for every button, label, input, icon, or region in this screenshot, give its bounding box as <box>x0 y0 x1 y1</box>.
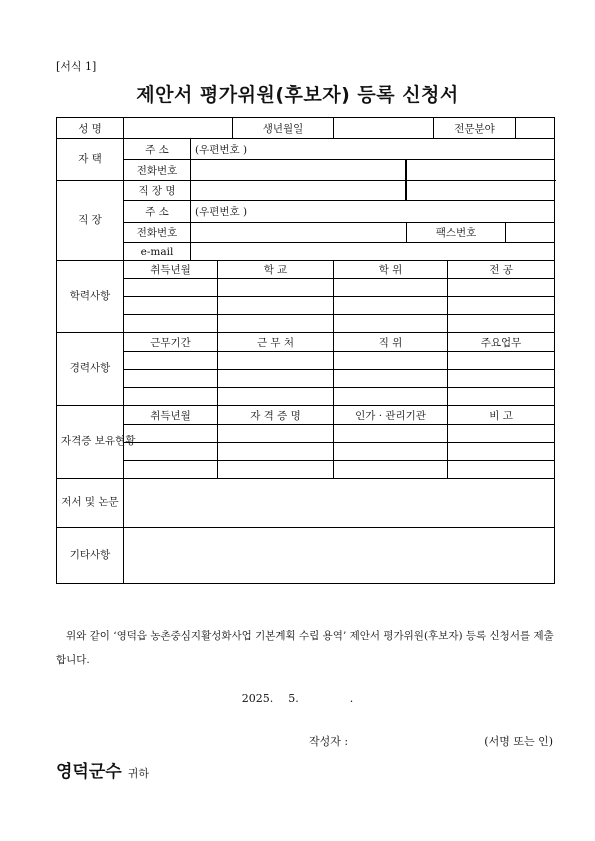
declaration-text: 위와 같이 ‘영덕읍 농촌중심지활성화사업 기본계획 수립 용역’ 제안서 평가위원(후보자) 등록 신청서를 제출합니다. <box>56 630 554 666</box>
career-cell[interactable] <box>334 370 448 388</box>
home-address-label: 주 소 <box>124 139 191 160</box>
license-cell[interactable] <box>124 425 218 443</box>
publications-section-label: 저서 및 논문 <box>57 479 124 528</box>
license-section-label: 자격증 보유현황 <box>57 406 124 479</box>
form-title: 제안서 평가위원(후보자) 등록 신청서 <box>136 84 459 106</box>
career-header-period: 근무기간 <box>124 333 218 352</box>
etc-section-label: 기타사항 <box>57 528 124 584</box>
license-cell[interactable] <box>124 443 218 461</box>
recipient-suffix: 귀하 <box>127 767 149 780</box>
career-cell[interactable] <box>334 388 448 406</box>
form-number-label: [서식 1] <box>56 60 97 73</box>
license-cell[interactable] <box>124 461 218 479</box>
license-cell[interactable] <box>334 443 448 461</box>
career-header-employer: 근 무 처 <box>218 333 334 352</box>
specialty-field[interactable] <box>516 118 555 139</box>
license-header-authority: 인가 · 관리기관 <box>334 406 448 425</box>
license-header-name: 자 격 증 명 <box>218 406 334 425</box>
submission-date <box>0 692 595 705</box>
education-section-label: 학력사항 <box>57 261 124 333</box>
career-cell[interactable] <box>448 370 555 388</box>
home-section-label: 자 택 <box>57 139 124 181</box>
career-cell[interactable] <box>448 352 555 370</box>
etc-field[interactable] <box>124 528 555 584</box>
mobile-field[interactable] <box>407 160 555 181</box>
career-cell[interactable] <box>218 370 334 388</box>
home-address-field[interactable]: (우편번호 ) <box>191 139 555 160</box>
career-cell[interactable] <box>124 370 218 388</box>
work-phone-label: 전화번호 <box>124 223 191 243</box>
license-header-remarks: 비 고 <box>448 406 555 425</box>
license-cell[interactable] <box>218 461 334 479</box>
education-header-major: 전 공 <box>448 261 555 279</box>
education-cell[interactable] <box>218 297 334 315</box>
education-cell[interactable] <box>218 315 334 333</box>
workplace-label: 직 장 명 <box>124 181 191 201</box>
date-month: 5. <box>288 692 299 705</box>
date-day: . <box>349 692 354 705</box>
career-cell[interactable] <box>124 352 218 370</box>
license-cell[interactable] <box>448 425 555 443</box>
license-cell[interactable] <box>448 461 555 479</box>
email-label: e-mail <box>124 243 191 261</box>
home-phone-field[interactable] <box>191 160 406 181</box>
education-header-date: 취득년월 <box>124 261 218 279</box>
signature-note: (서명 또는 인) <box>484 735 553 748</box>
career-cell[interactable] <box>124 388 218 406</box>
publications-field[interactable] <box>124 479 555 528</box>
date-year: 2025. <box>241 692 274 705</box>
education-header-school: 학 교 <box>218 261 334 279</box>
work-section-label: 직 장 <box>57 181 124 261</box>
education-cell[interactable] <box>124 297 218 315</box>
career-cell[interactable] <box>218 352 334 370</box>
education-header-degree: 학 위 <box>334 261 448 279</box>
birthdate-field[interactable] <box>334 118 434 139</box>
career-cell[interactable] <box>448 388 555 406</box>
license-cell[interactable] <box>334 461 448 479</box>
education-cell[interactable] <box>334 315 448 333</box>
author-label: 작성자 : <box>309 735 349 748</box>
education-cell[interactable] <box>334 279 448 297</box>
education-cell[interactable] <box>448 297 555 315</box>
email-field[interactable] <box>191 243 555 261</box>
fax-field[interactable] <box>506 223 555 243</box>
specialty-label: 전문분야 <box>434 118 516 139</box>
license-cell[interactable] <box>218 443 334 461</box>
license-cell[interactable] <box>448 443 555 461</box>
name-field[interactable] <box>124 118 233 139</box>
recipient <box>56 757 149 782</box>
work-phone-field[interactable] <box>191 223 407 243</box>
education-cell[interactable] <box>218 279 334 297</box>
workplace-field[interactable] <box>191 181 406 201</box>
education-cell[interactable] <box>448 315 555 333</box>
education-cell[interactable] <box>124 315 218 333</box>
career-header-position: 직 위 <box>334 333 448 352</box>
home-phone-label: 전화번호 <box>124 160 191 181</box>
birthdate-label: 생년월일 <box>233 118 334 139</box>
license-cell[interactable] <box>218 425 334 443</box>
career-section-label: 경력사항 <box>57 333 124 406</box>
education-cell[interactable] <box>124 279 218 297</box>
license-cell[interactable] <box>334 425 448 443</box>
license-header-date: 취득년월 <box>124 406 218 425</box>
work-address-field[interactable]: (우편번호 ) <box>191 201 555 223</box>
education-cell[interactable] <box>448 279 555 297</box>
application-table <box>56 117 555 584</box>
career-header-duties: 주요업무 <box>448 333 555 352</box>
position-field[interactable] <box>407 181 555 201</box>
name-label: 성 명 <box>57 118 124 139</box>
education-cell[interactable] <box>334 297 448 315</box>
recipient-name: 영덕군수 <box>56 762 122 782</box>
career-cell[interactable] <box>334 352 448 370</box>
career-cell[interactable] <box>218 388 334 406</box>
fax-label: 팩스번호 <box>407 223 506 243</box>
work-address-label: 주 소 <box>124 201 191 223</box>
